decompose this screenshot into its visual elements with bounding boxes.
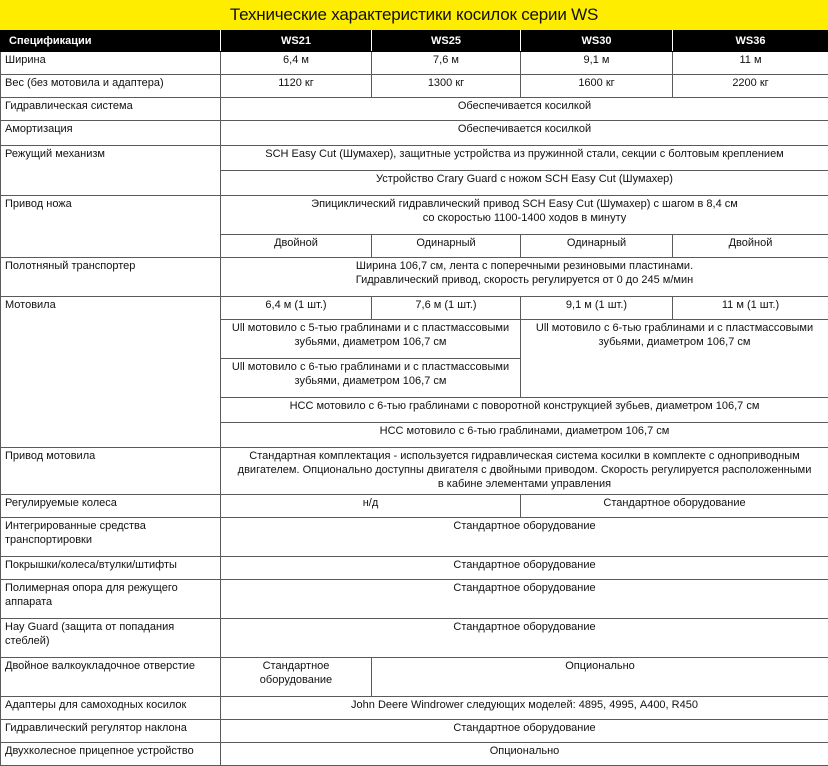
header-spec: Спецификации (1, 31, 221, 52)
cell-value (521, 320, 828, 398)
cell-value (221, 258, 828, 297)
row-label-reel-drive: Привод мотовила (1, 448, 221, 495)
text-line: Hay Guard (защита от попадания (5, 621, 174, 633)
row-label-conveyor: Полотняный транспортер (1, 258, 221, 297)
row-label-suspension: Амортизация (1, 121, 221, 146)
cell-value: Стандартное оборудование (221, 580, 828, 619)
text-line: зубьями, диаметром 106,7 см (599, 336, 751, 348)
table-row (1, 495, 828, 518)
table-row (1, 518, 828, 557)
table-row (1, 720, 828, 743)
cell-value: 6,4 м (221, 52, 372, 75)
text-line: зубьями, диаметром 106,7 см (295, 336, 447, 348)
cell-value: 11 м (673, 52, 828, 75)
cell-value: 1120 кг (221, 75, 372, 98)
text-line: оборудование (260, 674, 332, 686)
cell-value (221, 448, 828, 495)
page-title: Технические характеристики косилок серии WS (0, 0, 828, 30)
cell-value: 9,1 м (1 шт.) (521, 297, 673, 320)
text-line: транспортировки (5, 534, 92, 546)
cell-value: 1300 кг (372, 75, 521, 98)
cell-value: Одинарный (521, 235, 673, 258)
cell-value: Двойной (673, 235, 828, 258)
header-ws25: WS25 (372, 31, 521, 52)
table-header-row (1, 31, 828, 52)
cell-value: 9,1 м (521, 52, 673, 75)
cell-value: Стандартное оборудование (221, 619, 828, 658)
cell-value: Обеспечивается косилкой (221, 121, 828, 146)
row-label-wheels: Регулируемые колеса (1, 495, 221, 518)
cell-value: HCC мотовило с 6-тью граблинами, диаметром 106,7 см (221, 423, 828, 448)
table-row (1, 52, 828, 75)
row-label-double-opening: Двойное валкоукладочное отверстие (1, 658, 221, 697)
cell-value: John Deere Windrower следующих моделей: 4895, 4995, A400, R450 (221, 697, 828, 720)
table-row (1, 743, 828, 766)
table-row (1, 297, 828, 320)
text-line: двигателем. Опционально доступны двигателя с двойными приводом. Скорость регулируется расположенными (238, 464, 812, 476)
row-label-tires: Покрышки/колеса/втулки/штифты (1, 557, 221, 580)
text-line: Полимерная опора для режущего (5, 582, 178, 594)
table-row (1, 697, 828, 720)
row-label-weight: Вес (без мотовила и адаптера) (1, 75, 221, 98)
table-row (1, 146, 828, 171)
cell-value: Стандартное оборудование (521, 495, 828, 518)
row-label-hydraulics: Гидравлическая система (1, 98, 221, 121)
cell-value: Стандартное оборудование (221, 720, 828, 743)
text-line: в кабине элементами управления (438, 478, 611, 490)
text-line: зубьями, диаметром 106,7 см (295, 375, 447, 387)
table-row (1, 98, 828, 121)
cell-value (221, 320, 521, 359)
text-line: Ull мотовило с 6-тью граблинами и с пластмассовыми (232, 361, 509, 373)
header-ws36: WS36 (673, 31, 828, 52)
row-label-knife-drive: Привод ножа (1, 196, 221, 258)
row-label-hayguard (1, 619, 221, 658)
cell-value: 11 м (1 шт.) (673, 297, 828, 320)
table-row (1, 658, 828, 697)
spec-table (0, 30, 828, 766)
cell-value (221, 196, 828, 235)
row-label-hitch: Двухколесное прицепное устройство (1, 743, 221, 766)
text-line: аппарата (5, 596, 52, 608)
cell-value: Двойной (221, 235, 372, 258)
header-ws21: WS21 (221, 31, 372, 52)
cell-value: 1600 кг (521, 75, 673, 98)
row-label-transport (1, 518, 221, 557)
cell-value: 6,4 м (1 шт.) (221, 297, 372, 320)
table-row (1, 557, 828, 580)
text-line: Стандартное (263, 660, 330, 672)
table-row (1, 75, 828, 98)
table-row (1, 258, 828, 297)
table-row (1, 121, 828, 146)
row-label-adapters: Адаптеры для самоходных косилок (1, 697, 221, 720)
cell-value: Одинарный (372, 235, 521, 258)
table-row (1, 196, 828, 235)
cell-value: Устройство Crary Guard с ножом SCH Easy Cut (Шумахер) (221, 171, 828, 196)
header-ws30: WS30 (521, 31, 673, 52)
row-label-tilt: Гидравлический регулятор наклона (1, 720, 221, 743)
row-label-poly (1, 580, 221, 619)
text-line: Ull мотовило с 6-тью граблинами и с пластмассовыми (536, 322, 813, 334)
text-line: Ширина 106,7 см, лента с поперечными резиновыми пластинами. (356, 260, 693, 272)
text-line: Ull мотовило с 5-тью граблинами и с пластмассовыми (232, 322, 509, 334)
cell-value: SCH Easy Cut (Шумахер), защитные устройства из пружинной стали, секции с болтовым креплением (221, 146, 828, 171)
text-line: Интегрированные средства (5, 520, 146, 532)
cell-value: Стандартное оборудование (221, 557, 828, 580)
text-line: стеблей) (5, 635, 50, 647)
row-label-cutter: Режущий механизм (1, 146, 221, 196)
cell-value: 2200 кг (673, 75, 828, 98)
table-row (1, 448, 828, 495)
cell-value: Стандартное оборудование (221, 518, 828, 557)
cell-value: 7,6 м (372, 52, 521, 75)
cell-value: н/д (221, 495, 521, 518)
cell-value: Обеспечивается косилкой (221, 98, 828, 121)
cell-value: Опционально (372, 658, 828, 697)
text-line: со скоростью 1100-1400 ходов в минуту (423, 212, 627, 224)
table-row (1, 619, 828, 658)
text-line: Эпициклический гидравлический привод SCH Easy Cut (Шумахер) с шагом в 8,4 см (311, 198, 738, 210)
table-row (1, 580, 828, 619)
cell-value: HCC мотовило с 6-тью граблинами с поворотной конструкцией зубьев, диаметром 106,7 см (221, 398, 828, 423)
cell-value (221, 359, 521, 398)
cell-value: Опционально (221, 743, 828, 766)
row-label-reel: Мотовила (1, 297, 221, 448)
text-line: Стандартная комплектация - используется гидравлическая система косилки в комплекте с одноприводным (249, 450, 799, 462)
text-line: Гидравлический привод, скорость регулируется от 0 до 245 м/мин (356, 274, 693, 286)
cell-value (221, 658, 372, 697)
row-label-width: Ширина (1, 52, 221, 75)
cell-value: 7,6 м (1 шт.) (372, 297, 521, 320)
